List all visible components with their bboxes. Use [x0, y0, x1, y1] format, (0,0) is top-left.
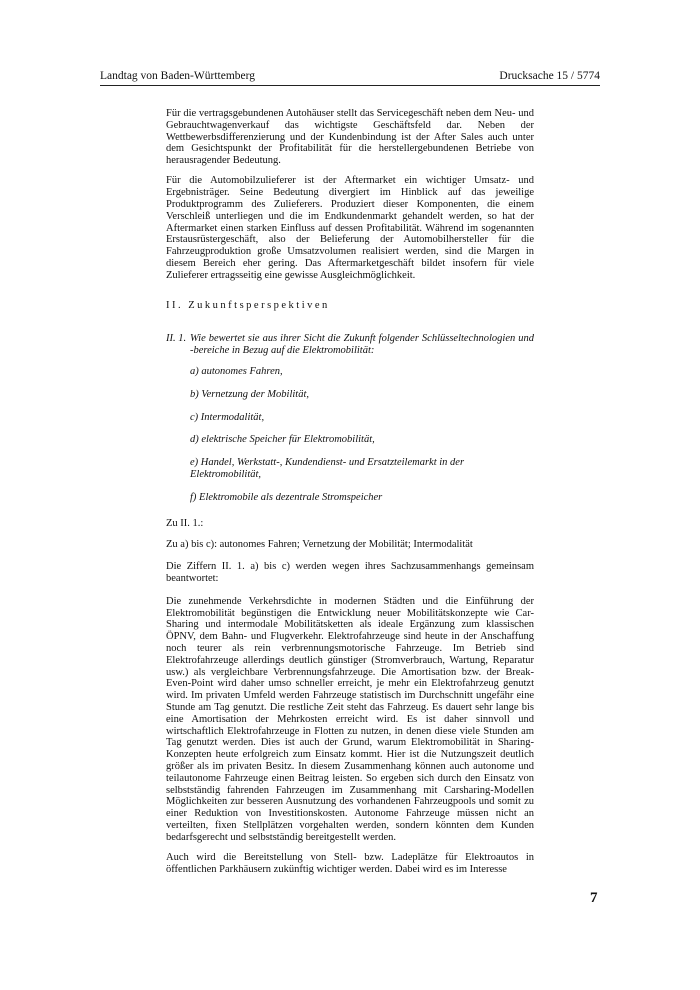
paragraph: Die zunehmende Verkehrsdichte in modernen Städten und die Einführung der Elektromobilität begünstigen die Entwicklung neuer Mobilitätskonzepte wie Car-Sharing und intermodale Mobilitätsketten als ideale Ergänzung zum klassischen ÖPNV, dem Bahn- und Flugverkehr. Elektrofahrzeuge sind heute in der Anschaffung noch teurer als rein verbrennungsmotorische Fahrzeuge. Im Betrieb sind Elektrofahrzeuge allerdings deutlich günstiger (Stromverbrauch, Wartung, Reparatur usw.) als vergleichbare Verbrennungsfahrzeuge. Die Amortisation bzw. der Break-Even-Point wird daher umso schneller erreicht, je mehr ein Elektrofahrzeug genutzt wird. Im privaten Umfeld werden Fahrzeuge statistisch im Durchschnitt ungefähr eine Stunde am Tag genutzt. Die restliche Zeit steht das Fahrzeug. Es dauert sehr lange bis eine Amortisation der Mehrkosten erreicht wird. Es ist daher sinnvoll und wirtschaftlich Elektrofahrzeuge in Flotten zu nutzen, in denen diese viele Stunden am Tag genutzt werden. Dies ist auch der Grund, warum Elektromobilität in Sharing-Konzepten heute erfolgreich zum Einsatz kommt. Hier ist die Nutzungszeit deutlich größer als im privaten Besitz. In diesem Zusammenhang können auch autonome und teilautonome Fahrzeuge einen Beitrag leisten. So ergeben sich durch den Einsatz von selbstständig fahrenden Fahrzeugen im Zusammenhang mit Carsharing-Modellen Möglichkeiten zur besseren Ausnutzung des vorhandenen Fahrzeugpools und somit zu einer Reduktion von Investitionskosten. Autonome Fahrzeuge müssen nicht an verteilten, fixen Stellplätzen vorgehalten werden, sondern könnten dem Kunden bedarfsgerecht und selbstständig bereitgestellt werden. [166, 595, 534, 843]
section-heading: II. Zukunftsperspektiven [166, 299, 330, 311]
paragraph: Auch wird die Bereitstellung von Stell- bzw. Ladeplätze für Elektroautos in öffentlichen Parkhäusern zukünftig wichtiger werden. Dabei wird es im Interesse [166, 852, 534, 875]
header-left: Landtag von Baden-Württemberg [100, 70, 255, 82]
question-item: a) autonomes Fahren, [190, 366, 283, 378]
question-number: II. 1. [166, 333, 187, 345]
question-item: d) elektrische Speicher für Elektromobilität, [190, 434, 375, 446]
page-number: 7 [590, 890, 598, 906]
question-item: f) Elektromobile als dezentrale Stromspeicher [190, 491, 383, 503]
body-text [166, 108, 534, 884]
question [166, 333, 534, 357]
question-items [166, 366, 534, 504]
header-right: Drucksache 15 / 5774 [499, 70, 600, 82]
page-header [100, 70, 600, 86]
answer-label: Zu II. 1.: [166, 517, 204, 529]
question-item: e) Handel, Werkstatt-, Kundendienst- und Ersatzteilemarkt in der Elektromobilität, [190, 457, 465, 481]
paragraph: Für die Automobilzulieferer ist der Aftermarket ein wichtiger Umsatz- und Ergebnisträger. Seine Bedeutung divergiert im Hinblick auf das jeweilige Produktprogramm des Zulieferers. Produziert dieser Komponenten, die einem Verschleiß unterliegen und die im Endkundenmarkt gehandelt werden, so hat der Aftermarket einen starken Einfluss auf dessen Profitabilität. Während im sogenannten Erstausrüstergeschäft, also der Belieferung der Automobilhersteller für die Fahrzeugproduktion große Umsatzvolumen realisiert werden, sind die Margen in diesem Bereich eher gering. Das Aftermarketgeschäft bildet insofern für viele Zulieferer ertragsseitig eine gewisse Ausgleichmöglichkeit. [166, 175, 534, 281]
question-text: Wie bewertet sie aus ihrer Sicht die Zukunft folgender Schlüsseltechnologien und -bereiche in Bezug auf die Elektromobilität: [190, 333, 534, 357]
answer-subheading: Zu a) bis c): autonomes Fahren; Vernetzung der Mobilität; Intermodalität [166, 539, 473, 551]
question-item: c) Intermodalität, [190, 411, 265, 423]
question-item: b) Vernetzung der Mobilität, [190, 388, 309, 400]
paragraph: Für die vertragsgebundenen Autohäuser stellt das Servicegeschäft neben dem Neu- und Gebrauchtwagenverkauf das wichtigste Geschäftsfeld dar. Neben der Wettbewerbsdifferenzierung und der Kundenbindung ist der After Sales auch unter dem Gesichtspunkt der Profitabilität für die herstellergebundenen Betriebe von herausragender Bedeutung. [166, 108, 534, 167]
paragraph: Die Ziffern II. 1. a) bis c) werden wegen ihres Sachzusammenhangs gemeinsam beantwortet: [166, 561, 534, 585]
